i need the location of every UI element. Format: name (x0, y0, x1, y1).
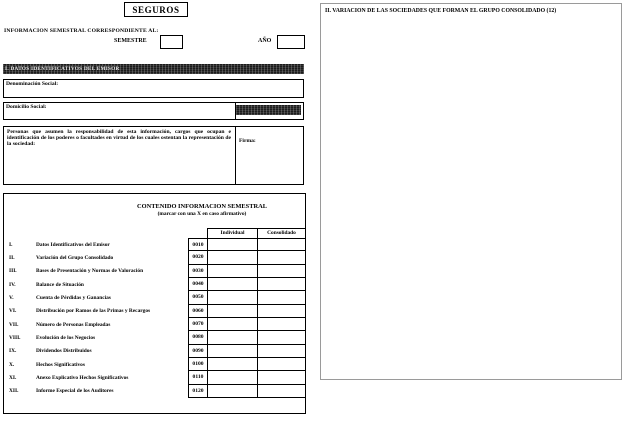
consolidado-check-cell[interactable] (257, 371, 306, 384)
row-label: Anexo Explicativo Hechos Significativos (36, 374, 129, 381)
consolidado-check-cell[interactable] (257, 318, 306, 331)
row-numeral: V. (9, 294, 14, 301)
row-label: Cuenta de Pérdidas y Ganancias (36, 294, 111, 301)
firma-label: Firma: (239, 138, 256, 144)
domicilio-social-label: Domicilio Social: (6, 104, 47, 110)
row-label: Dividendos Distribuidos (36, 348, 92, 355)
right-panel-box (320, 3, 622, 380)
row-numeral: IX. (9, 348, 17, 355)
row-code-box: 0120 (188, 385, 208, 398)
semester-input[interactable] (160, 35, 183, 49)
table-row (4, 305, 305, 318)
row-label: Balance de Situación (36, 281, 84, 288)
row-code-box: 0040 (188, 278, 208, 291)
row-label: Bases de Presentación y Normas de Valoración (36, 268, 144, 275)
row-code-box: 0060 (188, 305, 208, 318)
column-header-consolidado: Consolidado (257, 228, 306, 239)
row-label: Hechos Significativos (36, 361, 85, 368)
column-header-individual: Individual (207, 228, 258, 239)
row-numeral: VII. (9, 321, 19, 328)
row-code-box: 0110 (188, 371, 208, 384)
row-numeral: X. (9, 361, 15, 368)
year-input[interactable] (277, 35, 305, 49)
responsables-box[interactable] (3, 126, 304, 185)
row-code-box: 0100 (188, 358, 208, 371)
individual-check-cell[interactable] (207, 238, 258, 251)
individual-check-cell[interactable] (207, 371, 258, 384)
row-label: Variación del Grupo Consolidado (36, 254, 114, 261)
firma-field[interactable] (235, 127, 303, 184)
table-row (4, 251, 305, 264)
table-row (4, 385, 305, 398)
individual-check-cell[interactable] (207, 305, 258, 318)
table-row (4, 278, 305, 291)
contents-title: CONTENIDO INFORMACION SEMESTRAL (137, 203, 267, 210)
consolidado-check-cell[interactable] (257, 345, 306, 358)
individual-check-cell[interactable] (207, 265, 258, 278)
individual-check-cell[interactable] (207, 345, 258, 358)
denominacion-social-label: Denominación Social: (6, 81, 59, 87)
table-row (4, 331, 305, 344)
consolidado-check-cell[interactable] (257, 291, 306, 304)
individual-check-cell[interactable] (207, 318, 258, 331)
row-numeral: I. (9, 241, 13, 248)
row-label: Número de Personas Empleadas (36, 321, 111, 328)
table-row (4, 291, 305, 304)
contents-rows (4, 238, 305, 398)
contents-section-box (3, 193, 306, 414)
row-label: Informe Especial de los Auditores (36, 388, 114, 395)
row-code-box: 0050 (188, 291, 208, 304)
row-numeral: XII. (9, 388, 19, 395)
consolidado-check-cell[interactable] (257, 331, 306, 344)
consolidado-check-cell[interactable] (257, 305, 306, 318)
row-code-box: 0070 (188, 318, 208, 331)
consolidado-check-cell[interactable] (257, 385, 306, 398)
table-row (4, 358, 305, 371)
consolidado-check-cell[interactable] (257, 251, 306, 264)
row-numeral: VI. (9, 308, 17, 315)
redacted-black-patch (236, 105, 301, 115)
row-label: Distribución por Ramos de las Primas y Recargos (36, 308, 151, 315)
table-row (4, 265, 305, 278)
section-header-label: I. DATOS IDENTIFICATIVOS DEL EMISOR (5, 66, 120, 72)
consolidado-check-cell[interactable] (257, 358, 306, 371)
row-code-box: 0030 (188, 265, 208, 278)
table-row (4, 345, 305, 358)
row-label: Evolución de los Negocios (36, 334, 96, 341)
responsables-label: Personas que asumen la responsabilidad de esta información, cargos que ocupan e identificación de los poderes o facultades en virtud de los cuales ostentan la representación de la sociedad: (7, 129, 231, 148)
semester-label: SEMESTRE (114, 38, 147, 44)
contents-subtitle: (marcar con una X en caso afirmativo) (157, 211, 247, 217)
row-numeral: II. (9, 254, 15, 261)
consolidado-check-cell[interactable] (257, 278, 306, 291)
consolidado-check-cell[interactable] (257, 238, 306, 251)
row-code-box: 0080 (188, 331, 208, 344)
individual-check-cell[interactable] (207, 251, 258, 264)
intro-label: INFORMACION SEMESTRAL CORRESPONDIENTE AL: (4, 28, 159, 34)
table-row (4, 238, 305, 251)
row-numeral: VIII. (9, 334, 21, 341)
denominacion-social-field[interactable] (3, 79, 304, 98)
row-numeral: XI. (9, 374, 17, 381)
year-label: AÑO (258, 38, 272, 44)
row-numeral: IV. (9, 281, 16, 288)
section-header-bar (3, 64, 304, 74)
row-label: Datos Identificativos del Emisor (36, 241, 110, 248)
form-title: SEGUROS (132, 4, 180, 15)
row-code-box: 0090 (188, 345, 208, 358)
individual-check-cell[interactable] (207, 291, 258, 304)
row-code-box: 0020 (188, 251, 208, 264)
table-row (4, 318, 305, 331)
row-code-box: 0010 (188, 238, 208, 251)
individual-check-cell[interactable] (207, 331, 258, 344)
individual-check-cell[interactable] (207, 385, 258, 398)
domicilio-social-field[interactable] (3, 102, 304, 120)
row-numeral: III. (9, 268, 17, 275)
table-row (4, 371, 305, 384)
individual-check-cell[interactable] (207, 278, 258, 291)
form-title-box (124, 2, 188, 17)
right-panel-title: II. VARIACION DE LAS SOCIEDADES QUE FORMAN EL GRUPO CONSOLIDADO (12) (325, 8, 557, 14)
consolidado-check-cell[interactable] (257, 265, 306, 278)
individual-check-cell[interactable] (207, 358, 258, 371)
